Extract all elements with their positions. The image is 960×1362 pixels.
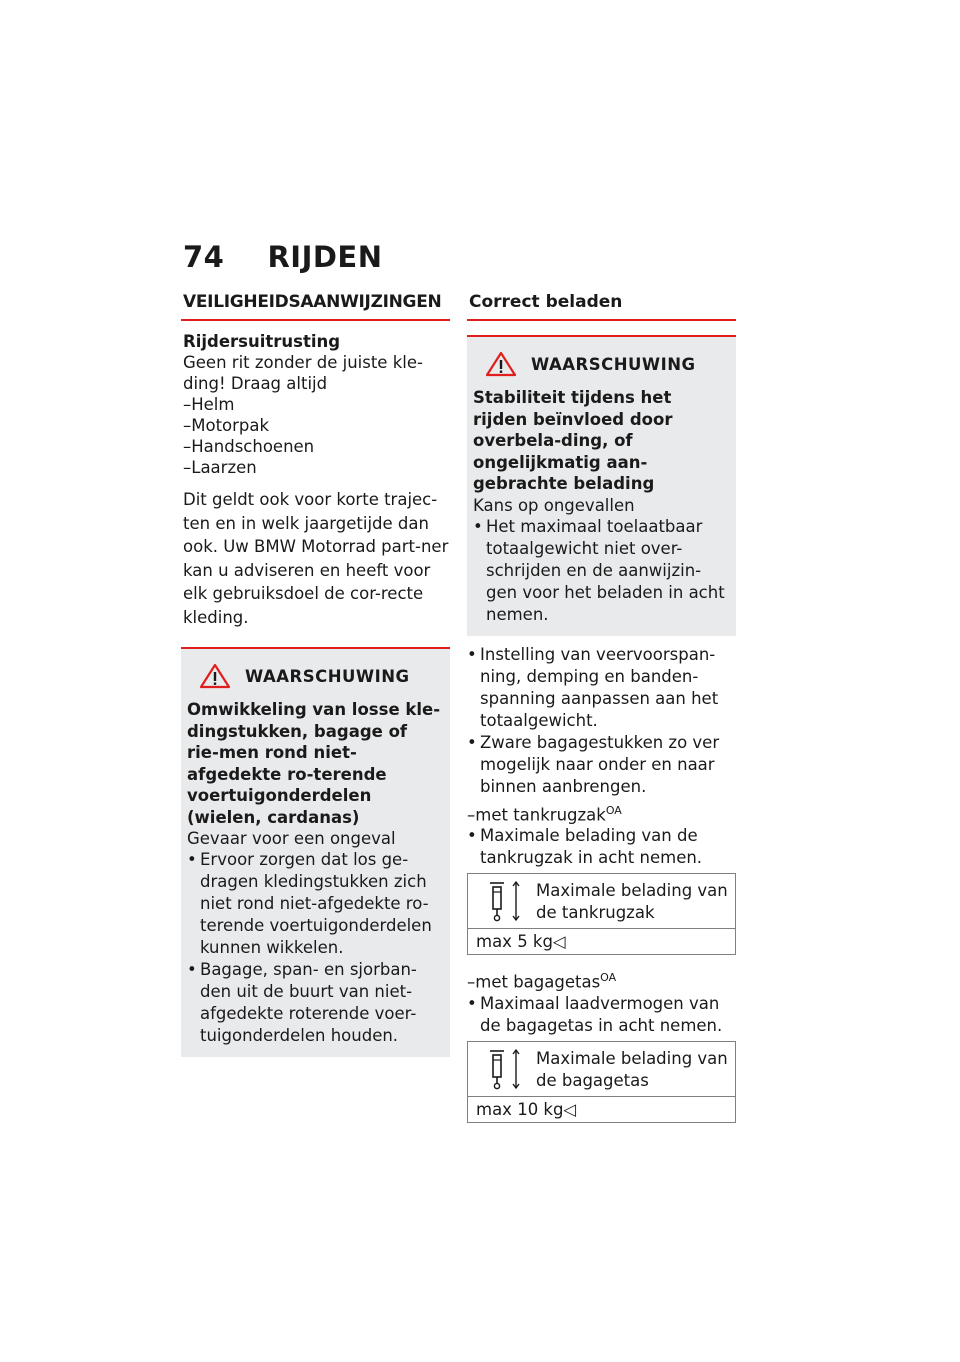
- list-item: • Ervoor zorgen dat los ge-dragen kledingstukken zich niet rond niet-afgedekte ro-terende voertuigonderdelen kunnen wikkelen.: [187, 849, 444, 959]
- spec-top: [468, 874, 735, 929]
- option-tag: OA: [600, 971, 617, 984]
- weight-load-icon: [486, 880, 526, 924]
- intro-text: Geen rit zonder de juiste kle-ding! Draag altijd: [183, 353, 423, 393]
- option-tag: OA: [605, 803, 622, 817]
- page-number: 74: [183, 240, 225, 274]
- warning-header: [199, 663, 444, 689]
- luggage-bag-line: –met bagagetas$^{OA}$: [467, 971, 617, 992]
- tank-bag-line: –met tankrugzak$^{OA}$: [467, 803, 622, 824]
- list-item: –Helm: [183, 395, 235, 414]
- warning-triangle-icon: [199, 663, 231, 689]
- spec-box-tank-bag: [467, 873, 736, 955]
- tank-bag-bullets: [467, 825, 736, 869]
- spec-box-luggage-bag: [467, 1041, 736, 1123]
- list-item: • Instelling van veervoorspan-ning, demping en banden-spanning aanpassen aan het totaalgewicht.: [467, 644, 736, 732]
- warning-box: [181, 647, 450, 1057]
- warning-heading: Stabiliteit tijdens het rijden beïnvloed door overbela-ding, of ongelijkmatig aan-gebrachte belading: [473, 388, 673, 493]
- warning-box: [467, 335, 736, 636]
- spec-value: max 5 kg◁: [476, 932, 566, 951]
- warning-title: WAARSCHUWING: [531, 354, 696, 374]
- warning-risk: Kans op ongevallen: [473, 495, 635, 515]
- chapter-title: RIJDEN: [267, 240, 383, 274]
- list-item: –Motorpak: [183, 416, 270, 435]
- warning-risk: Gevaar voor een ongeval: [187, 829, 396, 848]
- spec-value: max 10 kg◁: [476, 1099, 577, 1119]
- section-title-safety: VEILIGHEIDSAANWIJZINGEN: [181, 292, 450, 321]
- advice-paragraph: Dit geldt ook voor korte trajec-ten en in welk jaargetijde dan ook. Uw BMW Motorrad part-ner kan u adviseren en heeft voor elk gebruiksdoel de cor-recte kleding.: [183, 490, 449, 627]
- list-item: • Maximale belading van de tankrugzak in acht nemen.: [467, 825, 736, 869]
- list-item: • Maximaal laadvermogen van de bagagetas in acht nemen.: [467, 993, 736, 1037]
- list-item: • Zware bagagestukken zo ver mogelijk naar onder en naar binnen aanbrengen.: [467, 732, 736, 798]
- luggage-bag-bullets: [467, 993, 736, 1037]
- warning-title: WAARSCHUWING: [245, 666, 410, 686]
- right-column: [467, 292, 736, 1123]
- spec-top: [468, 1042, 735, 1097]
- page-header: [183, 240, 383, 274]
- warning-header: [485, 351, 730, 377]
- list-item: • Bagage, span- en sjorban-den uit de buurt van niet-afgedekte roterende voer-tuigonderdelen houden.: [187, 959, 444, 1047]
- spec-label: Maximale belading van de bagagetas: [536, 1048, 728, 1090]
- list-item: • Het maximaal toelaatbaar totaalgewicht niet over-schrijden en de aanwijzin-gen voor het beladen in acht nemen.: [473, 516, 730, 626]
- list-item: –Laarzen: [183, 458, 257, 477]
- left-column: [181, 292, 450, 1057]
- gear-list: [181, 394, 450, 478]
- warning-heading: Omwikkeling van losse kle-dingstukken, bagage of rie-men rond niet-afgedekte ro-terende voertuigonderdelen (wielen, cardanas): [187, 700, 441, 827]
- loading-bullets: [467, 644, 736, 798]
- section-title-loading: Correct beladen: [467, 292, 736, 321]
- warning-bullets: [187, 849, 444, 1047]
- spec-label: Maximale belading van de tankrugzak: [536, 881, 728, 922]
- weight-load-icon: [486, 1048, 526, 1092]
- warning-bullets: [473, 516, 730, 626]
- subheading-rider-gear: Rijdersuitrusting: [183, 332, 341, 351]
- warning-triangle-icon: [485, 351, 517, 377]
- list-item: –Handschoenen: [183, 437, 315, 456]
